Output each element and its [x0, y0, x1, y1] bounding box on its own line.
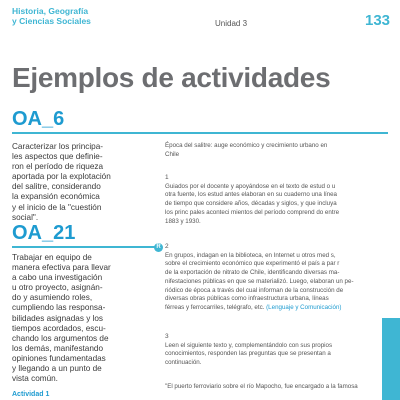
page-edge-tab [382, 318, 400, 400]
item-1-number: 1 [165, 174, 169, 181]
item-2-line: diversas obras públicas como infraestructura urbana, líneas [165, 295, 329, 303]
activity-heading-line: Chile [165, 150, 180, 158]
oa6-line: del salitre, considerando [12, 182, 101, 192]
page-number: 133 [365, 12, 391, 29]
oa21-description [12, 253, 155, 384]
item-2-line: nifestaciones públicas en que se materializó. Luego, elaboran un pe- [165, 277, 354, 285]
oa6-line: ron el período de riqueza [12, 162, 104, 172]
item-1-line: los princ pales aconteci mientos del período comprend do entre [165, 208, 340, 216]
oa21-line: los demás, manifestando [12, 343, 104, 353]
oa21-line: cumpliendo las responsa- [12, 303, 106, 313]
activity-label: Actividad 1 [12, 391, 50, 398]
activity-heading-line: Época del salitre: auge económico y crecimiento urbano en [165, 142, 328, 149]
item-1-line: de tiempo que considere años, décadas y siglos, y que incluya [165, 200, 337, 208]
oa6-line: social". [12, 212, 39, 222]
item-3-line: conocimientos, responden las preguntas que se presentan a [165, 350, 331, 358]
item-1 [165, 174, 380, 226]
item-2-line: En grupos, indagan en la biblioteca, en Internet u otros med s, [165, 251, 336, 259]
item-2-line: férreas y ferrocarriles, telégrafo, etc. [165, 303, 265, 311]
oa21-line: bilidades asignadas y los [12, 313, 104, 323]
item-1-line: Guiados por el docente y apoyándose en el texto de estud o u [165, 182, 336, 190]
item-2 [165, 243, 380, 313]
oa6-line: la expansión económica [12, 192, 100, 202]
oa6-line: Caracterizar los principa- [12, 142, 104, 151]
page-title: Ejemplos de actividades [12, 62, 331, 93]
oa21-line: Trabajar en equipo de [12, 253, 92, 262]
subject-line-2: y Ciencias Sociales [12, 15, 91, 26]
oa21-line: u otro proyecto, asignán- [12, 283, 103, 293]
unit-label: Unidad 3 [215, 19, 248, 28]
oa21-heading: OA_21 [12, 222, 76, 244]
item-3 [165, 333, 380, 368]
oa21-line: opiniones fundamentadas [12, 353, 106, 363]
item-1-line: 1883 y 1930. [165, 217, 201, 225]
subject-link-tag: (Lenguaje y Comunicación) [266, 303, 342, 311]
item-3-line: Leen el siguiente texto y, complementándolo con sus propios [165, 341, 333, 349]
oa6-heading: OA_6 [12, 108, 65, 130]
oa21-rule [12, 246, 155, 248]
item-2-line: sobre el crecimiento económico que experimentó el país a par r [165, 260, 340, 268]
quote-excerpt: "El puerto ferroviario sobre el río Mapocho, fue encargado a la famosa [165, 383, 358, 390]
item-2-number: 2 [165, 243, 169, 250]
oa21-line: vista común. [12, 374, 58, 384]
oa6-line: aportada por la explotación [12, 172, 111, 182]
oa6-line: les aspectos que definie- [12, 152, 103, 162]
item-2-line: de la exportación de nitrato de Chile, identificando diversas ma- [165, 269, 340, 277]
activity-heading [165, 142, 380, 159]
oa6-line: y el inicio de la "cuestión [12, 202, 102, 212]
item-1-line: otra fuente, los estud antes elaboran en su cuaderno una línea [165, 191, 337, 199]
oa21-line: y llegando a un punto de [12, 364, 102, 374]
item-3-number: 3 [165, 333, 169, 340]
oa21-line: do y asumiendo roles, [12, 293, 93, 303]
oa6-description [12, 142, 155, 223]
item-2-line: riódico de época a través del cual informan de la construcción de [165, 286, 344, 294]
resource-marker-icon: R [154, 243, 163, 252]
oa21-line: manera efectiva para llevar [12, 263, 111, 273]
subject-line-1: Historia, Geografía [12, 6, 89, 16]
item-3-line: continuación. [165, 359, 202, 367]
oa21-line: tiempos acordados, escu- [12, 323, 106, 333]
subject-header [12, 7, 162, 26]
item-2-line-last [165, 304, 380, 313]
oa21-line: a cabo una investigación [12, 273, 103, 283]
oa6-rule [12, 132, 388, 134]
oa21-line: chando los argumentos de [12, 333, 109, 343]
